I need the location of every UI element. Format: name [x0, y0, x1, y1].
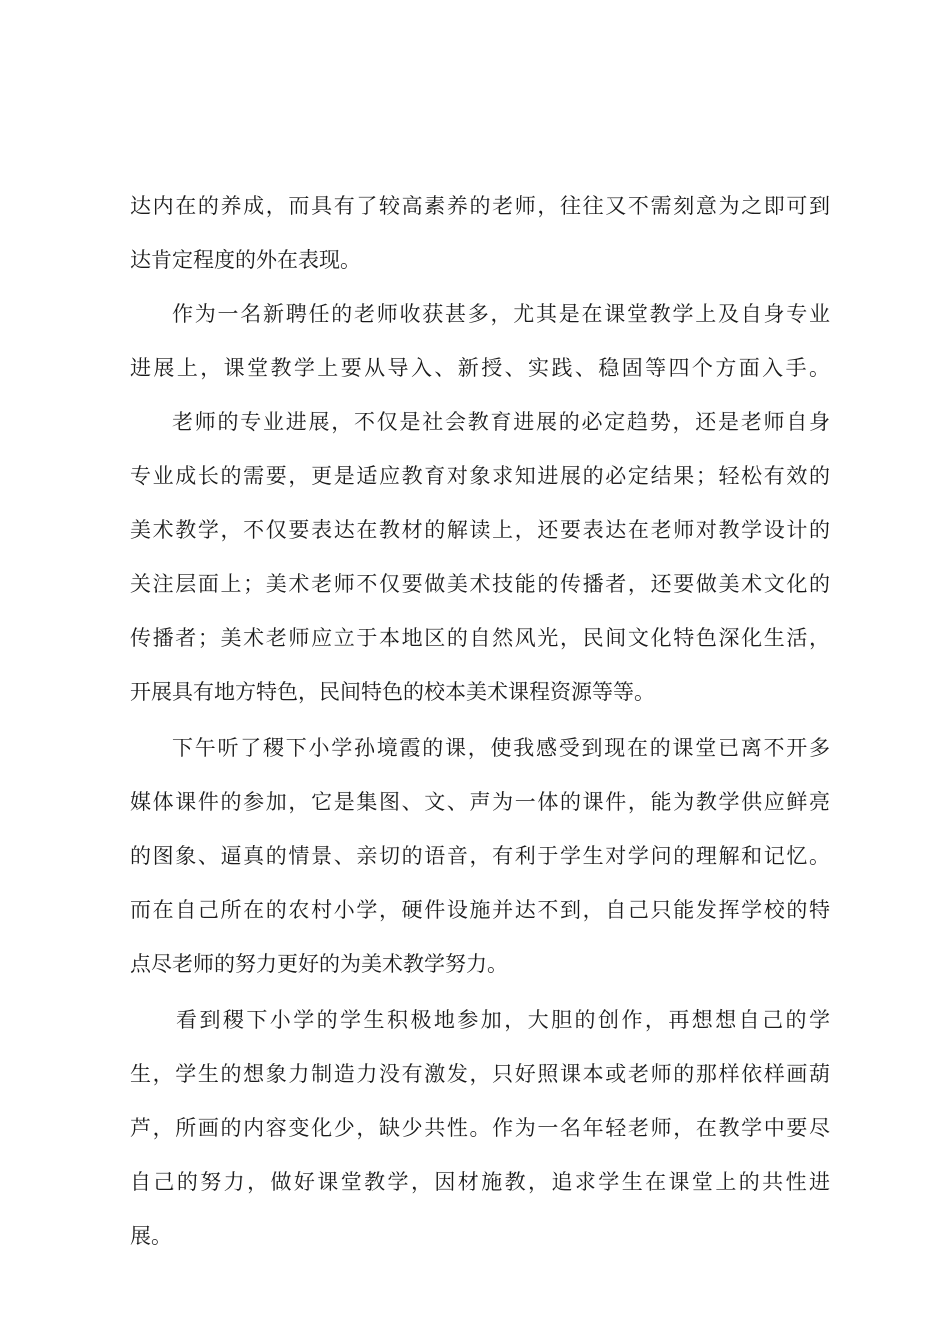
paragraph-4-line-5: 点尽老师的努力更好的为美术教学努力。	[130, 952, 508, 976]
paragraph-3-line-6: 开展具有地方特色，民间特色的校本美术课程资源等等。	[130, 680, 655, 704]
paragraph-3-line-1: 老师的专业进展，不仅是社会教育进展的必定趋势，还是老师自身	[172, 410, 830, 434]
paragraph-2-line-2: 进展上，课堂教学上要从导入、新授、实践、稳固等四个方面入手。	[130, 356, 830, 380]
paragraph-4-line-4: 而在自己所在的农村小学，硬件设施并达不到，自己只能发挥学校的特	[130, 898, 830, 922]
paragraph-4-line-1: 下午听了稷下小学孙境霞的课，使我感受到现在的课堂已离不开多	[172, 736, 830, 760]
paragraph-1-line-2: 达肯定程度的外在表现。	[130, 248, 361, 272]
paragraph-3-line-2: 专业成长的需要，更是适应教育对象求知进展的必定结果；轻松有效的	[130, 464, 830, 488]
paragraph-5-line-1: 看到稷下小学的学生积极地参加，大胆的创作，再想想自己的学	[176, 1008, 830, 1032]
paragraph-3-line-5: 传播者；美术老师应立于本地区的自然风光，民间文化特色深化生活，	[130, 626, 830, 650]
paragraph-5-line-2: 生，学生的想象力制造力没有激发，只好照课本或老师的那样依样画葫	[130, 1062, 830, 1086]
paragraph-5-line-3: 芦，所画的内容变化少，缺少共性。作为一名年轻老师，在教学中要尽	[130, 1116, 830, 1140]
paragraph-3-line-3: 美术教学，不仅要表达在教材的解读上，还要表达在老师对教学设计的	[130, 518, 830, 542]
paragraph-2-line-1: 作为一名新聘任的老师收获甚多，尤其是在课堂教学上及自身专业	[172, 302, 830, 326]
paragraph-1-line-1: 达内在的养成，而具有了较高素养的老师，往往又不需刻意为之即可到	[130, 194, 830, 218]
paragraph-4-line-3: 的图象、逼真的情景、亲切的语音，有利于学生对学问的理解和记忆。	[130, 844, 830, 868]
paragraph-5-line-5: 展。	[130, 1224, 172, 1248]
paragraph-5-line-4: 自己的努力，做好课堂教学，因材施教，追求学生在课堂上的共性进	[130, 1170, 830, 1194]
paragraph-3-line-4: 关注层面上；美术老师不仅要做美术技能的传播者，还要做美术文化的	[130, 572, 830, 596]
paragraph-4-line-2: 媒体课件的参加，它是集图、文、声为一体的课件，能为教学供应鲜亮	[130, 790, 830, 814]
